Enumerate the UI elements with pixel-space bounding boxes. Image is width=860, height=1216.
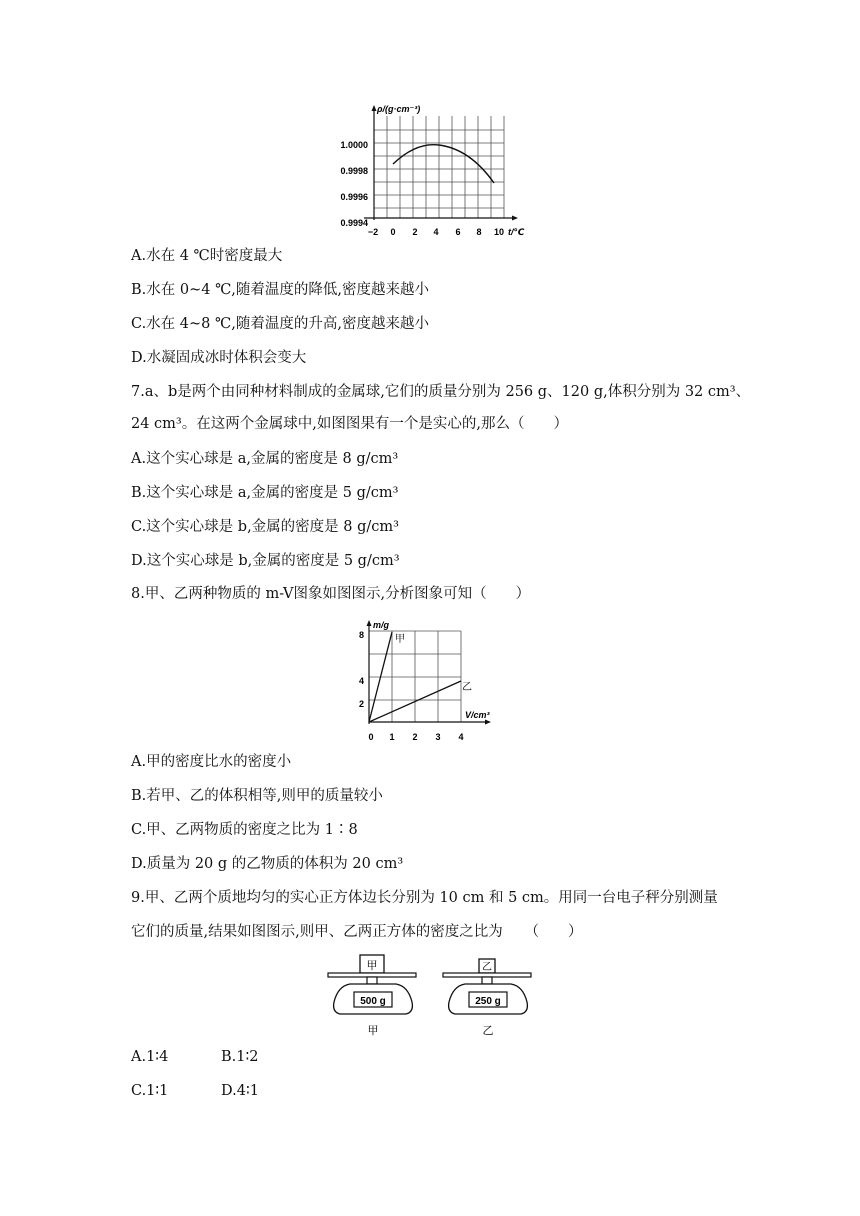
q9-option-a: A.1∶4 bbox=[131, 1049, 169, 1065]
density-temperature-chart bbox=[330, 102, 530, 240]
q8-option-c: C.甲、乙两物质的密度之比为 1∶8 bbox=[131, 822, 358, 838]
q6-option-b: B.水在 0~4 ℃,随着温度的降低,密度越来越小 bbox=[131, 282, 430, 298]
q6-option-d: D.水凝固成冰时体积会变大 bbox=[131, 350, 307, 366]
electronic-scales-figure bbox=[320, 950, 550, 1040]
chart2-xtick: 2 bbox=[412, 732, 418, 742]
chart1-grid bbox=[374, 116, 504, 218]
q8-option-a: A.甲的密度比水的密度小 bbox=[131, 754, 292, 770]
chart1-xtick: 0 bbox=[390, 227, 396, 237]
q6-option-a: A.水在 4 ℃时密度最大 bbox=[131, 248, 283, 264]
scale-yi bbox=[443, 959, 531, 1037]
density-curve bbox=[393, 145, 494, 183]
q8-stem: 8.甲、乙两种物质的 m-V图象如图图示,分析图象可知（ ） bbox=[131, 586, 531, 602]
chart1-ytick: 1.0000 bbox=[340, 140, 368, 150]
chart2-xlabel: V/cm³ bbox=[465, 710, 490, 720]
q6-option-c: C.水在 4~8 ℃,随着温度的升高,密度越来越小 bbox=[131, 316, 429, 332]
q7-stem-line1: 7.a、b是两个由同种材料制成的金属球,它们的质量分别为 256 g、120 g,体积分别为 32 cm³、 bbox=[131, 384, 751, 400]
chart1-xtick: 6 bbox=[455, 227, 461, 237]
q7-stem-line2: 24 cm³。在这两个金属球中,如图图果有一个是实心的,那么（ ） bbox=[131, 416, 568, 432]
q7-option-a: A.这个实心球是 a,金属的密度是 8 g/cm³ bbox=[131, 451, 399, 467]
q8-option-d: D.质量为 20 g 的乙物质的体积为 20 cm³ bbox=[131, 856, 404, 872]
chart2-ytick: 2 bbox=[358, 699, 364, 709]
q9-option-d: D.4∶1 bbox=[221, 1083, 259, 1099]
chart1-xlabel: t/℃ bbox=[508, 227, 525, 237]
chart2-ylabel: m/g bbox=[373, 620, 390, 630]
chart2-xtick: 3 bbox=[435, 732, 441, 742]
scale-jia-stem bbox=[367, 977, 377, 984]
chart1-ylabel: ρ/(g·cm⁻³) bbox=[377, 104, 421, 114]
chart2-ytick: 4 bbox=[358, 676, 364, 686]
scale-yi-stem bbox=[482, 977, 492, 984]
q7-option-c: C.这个实心球是 b,金属的密度是 8 g/cm³ bbox=[131, 519, 399, 535]
chart2-ytick: 8 bbox=[358, 630, 364, 640]
chart2-xtick: 1 bbox=[389, 732, 395, 742]
chart1-xtick: 10 bbox=[493, 227, 505, 237]
mass-volume-chart bbox=[355, 618, 505, 746]
cube-yi-label: 乙 bbox=[482, 962, 492, 973]
chart1-ytick: 0.9996 bbox=[340, 192, 368, 202]
line-jia-label: 甲 bbox=[395, 634, 405, 645]
scale-yi-caption: 乙 bbox=[482, 1025, 494, 1037]
q9-option-c: C.1∶1 bbox=[131, 1083, 169, 1099]
scale-yi-reading: 250 g bbox=[475, 996, 501, 1007]
chart2-grid bbox=[369, 631, 461, 722]
chart1-x-arrow bbox=[512, 216, 518, 221]
chart1-xtick: 2 bbox=[412, 227, 418, 237]
q9-stem-line2: 它们的质量,结果如图图示,则甲、乙两正方体的密度之比为 （ ） bbox=[131, 924, 583, 940]
chart1-xtick: −2 bbox=[367, 227, 379, 237]
q9-stem-line1: 9.甲、乙两个质地均匀的实心正方体边长分别为 10 cm 和 5 cm。用同一台电子秤分别测量 bbox=[131, 890, 718, 906]
scale-jia-reading: 500 g bbox=[360, 996, 386, 1007]
chart1-ytick: 0.9998 bbox=[340, 166, 368, 176]
q7-option-d: D.这个实心球是 b,金属的密度是 5 g/cm³ bbox=[131, 553, 400, 569]
chart2-xtick: 0 bbox=[368, 732, 374, 742]
cube-jia-label: 甲 bbox=[366, 960, 378, 972]
chart1-y-arrow bbox=[372, 105, 377, 111]
scale-jia-caption: 甲 bbox=[367, 1025, 379, 1037]
q9-option-b: B.1∶2 bbox=[221, 1049, 259, 1065]
q7-option-b: B.这个实心球是 a,金属的密度是 5 g/cm³ bbox=[131, 485, 399, 501]
chart1-ytick: 0.9994 bbox=[340, 218, 368, 228]
chart1-xtick: 4 bbox=[433, 227, 439, 237]
chart2-y-arrow bbox=[367, 620, 372, 626]
line-yi-label: 乙 bbox=[462, 682, 472, 693]
scale-jia bbox=[328, 955, 416, 1037]
q8-option-b: B.若甲、乙的体积相等,则甲的质量较小 bbox=[131, 788, 383, 804]
chart2-xtick: 4 bbox=[458, 732, 464, 742]
chart1-xtick: 8 bbox=[476, 227, 482, 237]
chart2-x-arrow bbox=[485, 720, 491, 725]
